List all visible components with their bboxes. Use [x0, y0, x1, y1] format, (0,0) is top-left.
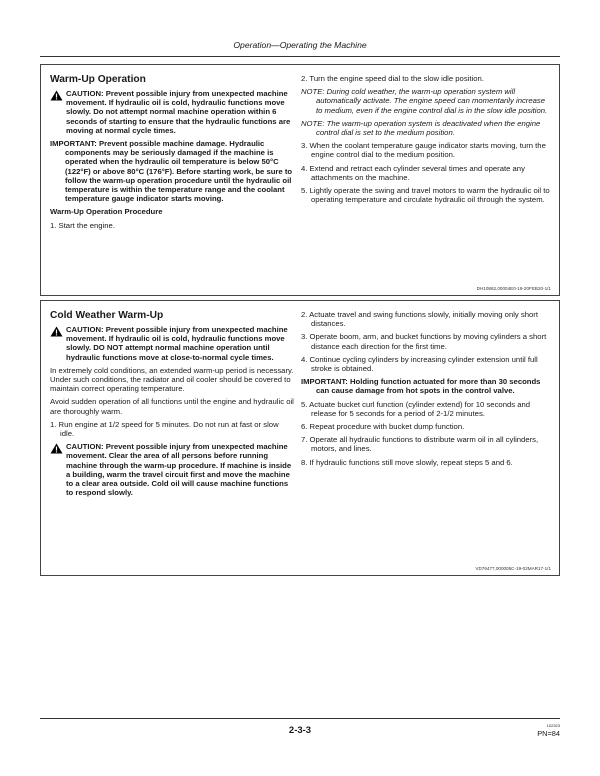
section1-reference-code: DH10862,00004E0-19-20FEB20-1/1 — [476, 286, 551, 291]
procedure-heading: Warm-Up Operation Procedure — [50, 207, 163, 217]
section2-step-1: 1. Run engine at 1/2 speed for 5 minutes. Do not run at fast or slow idle. — [50, 419, 279, 439]
section1-step-3: 3. When the coolant temperature gauge indicator starts moving, turn the engine control dial to the medium position. — [301, 141, 546, 160]
section2-title: Cold Weather Warm-Up — [50, 310, 164, 321]
header-rule — [40, 56, 560, 57]
cold-weather-warm-up-section — [40, 300, 560, 576]
warning-triangle-icon — [50, 90, 63, 101]
section2-step-6: 6. Repeat procedure with bucket dump function. — [301, 422, 465, 432]
section1-step-1: 1. Start the engine. — [50, 220, 115, 230]
section2-step-5: 5. Actuate bucket curl function (cylinder extend) for 10 seconds and release for 5 seconds for a period of 2-1/2 minutes. — [301, 399, 531, 418]
section1-title: Warm-Up Operation — [50, 74, 146, 85]
warning-triangle-icon — [50, 443, 63, 454]
section1-step-5: 5. Lightly operate the swing and travel motors to warm the hydraulic oil to operating temperature and circulate hydraulic oil through the system. — [301, 186, 550, 205]
section1-step-2: 2. Turn the engine speed dial to the slow idle position. — [301, 74, 484, 83]
section2-caution-2-text: CAUTION: Prevent possible injury from unexpected machine movement. Clear the area of all persons before running machine through the warm-up procedure. If machine is inside a building, warm the travel circuit first and move the machine to a clear area outside. Cold oil will cause machine functions to respond slowly. — [66, 442, 292, 498]
section2-important: IMPORTANT: Holding function actuated for more than 30 seconds can cause damage from hot spots in the control valve. — [301, 377, 541, 396]
section2-reference-code: VD76477,000005C-19-02MAR17-1/1 — [475, 566, 551, 571]
section2-step-4: 4. Continue cycling cylinders by increasing cylinder extension until full stroke is obtained. — [301, 354, 538, 374]
warning-triangle-icon — [50, 326, 63, 337]
section1-note-1: NOTE: During cold weather, the warm-up operation system will automatically activate. The engine speed can momentarily increase to medium, even if the engine control dial is in the slow idle position. — [301, 87, 548, 115]
footer-date-code: 102323 — [546, 723, 560, 728]
section2-paragraph-2: Avoid sudden operation of all functions until the engine and hydraulic oil are thoroughly warm. — [50, 397, 294, 416]
section1-caution-text: CAUTION: Prevent possible injury from unexpected machine movement. If hydraulic oil is cold, hydraulic functions move slowly. Do not attempt normal machine operation within 6 seconds of starting to ensure that the hydraulic functions are moving at normal cycle times. — [66, 89, 291, 135]
footer-pn: PN=84 — [537, 729, 560, 738]
section2-paragraph-1: In extremely cold conditions, an extended warm-up period is necessary. Under such conditions, the radiator and oil cooler should be covered to maintain correct operating temperature. — [50, 365, 294, 394]
section2-step-3: 3. Operate boom, arm, and bucket functions by moving cylinders a short distance each direction for the first time. — [301, 332, 547, 351]
section1-left-column — [50, 74, 294, 234]
section1-right-column — [301, 74, 553, 208]
section2-caution-2 — [50, 442, 294, 497]
section1-caution — [50, 89, 294, 135]
section1-important: IMPORTANT: Prevent possible machine damage. Hydraulic components may be seriously damaged if the machine is operated when the hydraulic oil temperature is below 50°C (122°F) or above 80°C (176°F). Before starting work, be sure to follow the warm-up operation procedure until the hydraulic oil temperature is within the temperature range and the coolant temperature gauge indicator starts moving. — [50, 139, 293, 204]
section2-caution-1-text: CAUTION: Prevent possible injury from unexpected machine movement. If hydraulic oil is cold, hydraulic functions move slowly. DO NOT attempt normal machine operation until hydraulic functions move at close-to-normal cycle times. — [66, 325, 288, 362]
section2-step-7: 7. Operate all hydraulic functions to distribute warm oil in all cylinders, motors, and lines. — [301, 435, 539, 454]
section2-step-2: 2. Actuate travel and swing functions slowly, initially moving only short distances. — [301, 310, 539, 329]
warm-up-operation-section — [40, 64, 560, 296]
page-number: 2-3-3 — [288, 725, 312, 736]
section2-left-column — [50, 310, 294, 501]
section1-note-2: NOTE: The warm-up operation system is deactivated when the engine control dial is set to the medium position. — [301, 118, 541, 138]
section2-right-column — [301, 310, 553, 471]
section2-step-8: 8. If hydraulic functions still move slowly, repeat steps 5 and 6. — [301, 457, 513, 467]
section1-step-4: 4. Extend and retract each cylinder several times and operate any attachments on the machine. — [301, 163, 525, 182]
section2-caution-1 — [50, 325, 294, 362]
running-head: Operation—Operating the Machine — [233, 40, 367, 50]
footer-rule — [40, 718, 560, 719]
